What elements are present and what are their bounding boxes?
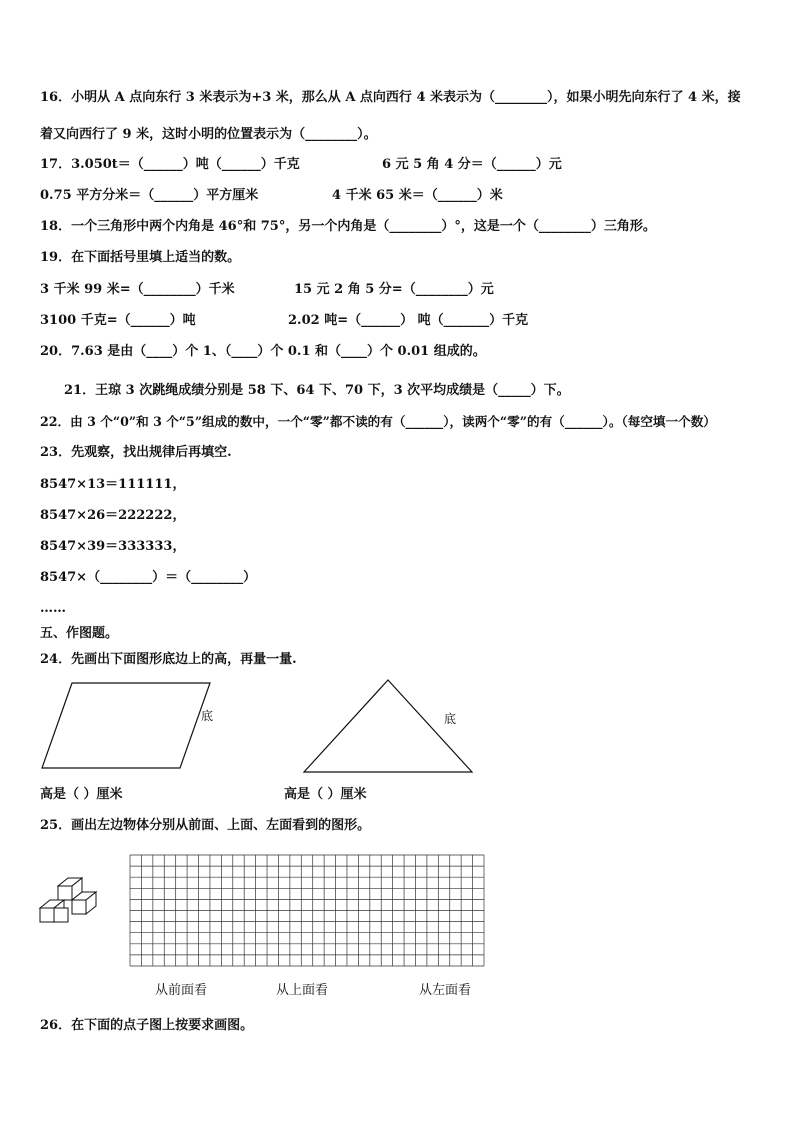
question-23-ellipsis: …… — [40, 601, 66, 616]
parallelogram-base-label: 底 — [201, 709, 214, 723]
question-25-title: 25．画出左边物体分别从前面、上面、左面看到的图形。 — [40, 818, 371, 833]
question-16-line-1: 16．小明从 A 点向东行 3 米表示为+3 米，那么从 A 点向西行 4 米表示为（________），如果小明先向东行了 4 米，接 — [40, 90, 741, 105]
question-19-part-c: 3100 千克=（______）吨 — [40, 313, 196, 328]
triangle-height-answer: 高是（ ）厘米 — [284, 787, 367, 802]
parallelogram-height-answer: 高是（ ）厘米 — [40, 787, 123, 802]
question-23-title: 23．先观察，找出规律后再填空. — [40, 445, 232, 460]
question-17-part-b: 6 元 5 角 4 分＝（______）元 — [382, 157, 562, 172]
question-20: 20．7.63 是由（____）个 1、（____）个 0.1 和（____）个 0.01 组成的。 — [40, 344, 486, 359]
question-19-part-b: 15 元 2 角 5 分=（________）元 — [294, 282, 494, 297]
drawing-grid[interactable] — [130, 855, 485, 967]
triangle-base-label: 底 — [444, 712, 457, 726]
question-22: 22．由 3 个“0”和 3 个“5”组成的数中，一个“零”都不读的有（______），读两个“零”的有（______）。（每空填一个数） — [40, 414, 716, 429]
label-top-view: 从上面看 — [276, 983, 329, 998]
question-19-part-a: 3 千米 99 米=（________）千米 — [40, 282, 235, 297]
question-17-part-d: 4 千米 65 米＝（______）米 — [332, 188, 503, 203]
question-19-title: 19．在下面括号里填上适当的数。 — [40, 250, 241, 265]
question-17-part-c: 0.75 平方分米＝（______）平方厘米 — [40, 188, 259, 203]
label-front-view: 从前面看 — [155, 983, 208, 998]
question-16-line-2: 着又向西行了 9 米，这时小明的位置表示为（________）。 — [40, 127, 377, 142]
question-23-row-3: 8547×39＝333333， — [40, 539, 186, 554]
question-23-row-4: 8547×（________）＝（________） — [40, 570, 257, 585]
question-21: 21．王琼 3 次跳绳成绩分别是 58 下、64 下、70 下，3 次平均成绩是（_____）下。 — [64, 383, 570, 398]
cube-stack-drawing — [38, 876, 102, 928]
question-26: 26．在下面的点子图上按要求画图。 — [40, 1018, 254, 1033]
label-left-view: 从左面看 — [419, 983, 472, 998]
section-5-heading: 五、作图题。 — [40, 626, 119, 641]
question-17-part-a: 17．3.050t＝（______）吨（______）千克 — [40, 157, 300, 172]
question-23-row-2: 8547×26＝222222， — [40, 508, 186, 523]
question-23-row-1: 8547×13＝111111， — [40, 477, 186, 492]
question-19-part-d: 2.02 吨=（______） 吨（_______）千克 — [288, 313, 529, 328]
question-18: 18．一个三角形中两个内角是 46°和 75°，另一个内角是（________）°，这是一个（________）三角形。 — [40, 219, 656, 234]
parallelogram-shape — [42, 683, 210, 768]
question-24-title: 24．先画出下面图形底边上的高，再量一量. — [40, 652, 297, 667]
